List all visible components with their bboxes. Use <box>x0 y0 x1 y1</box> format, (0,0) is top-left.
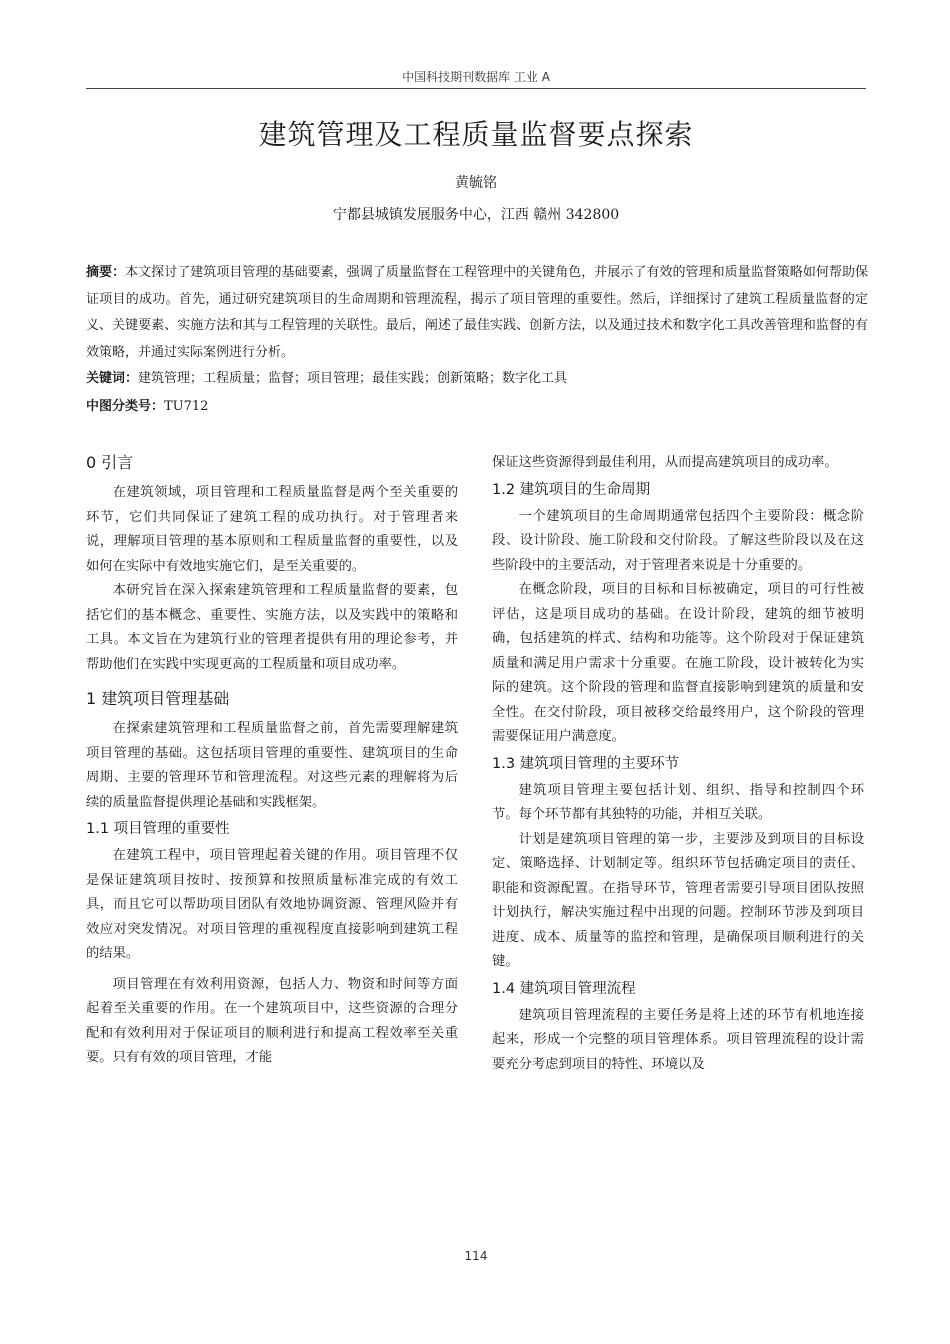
subsection-heading-1-1: 1.1 项目管理的重要性 <box>86 821 230 837</box>
subsection-heading-1-4: 1.4 建筑项目管理流程 <box>492 980 636 997</box>
page-number: 114 <box>464 1249 488 1263</box>
classification-text: TU712 <box>164 399 209 414</box>
paragraph: 在探索建筑管理和工程质量监督之前，首先需要理解建筑项目管理的基础。这包括项目管理的重要性、建筑项目的生命周期、主要的管理环节和管理流程。对这些元素的理解将为后续的质量监督提供理论基础和实践框架。 <box>86 721 458 810</box>
paragraph: 计划是建筑项目管理的第一步，主要涉及到项目的目标设定、策略选择、计划制定等。组织环节包括确定项目的责任、职能和资源配置。在指导环节，管理者需要引导项目团队按照计划执行，解决实施过程中出现的问题。控制环节涉及到项目进度、成本、质量等的监控和管理，是确保项目顺利进行的关键。 <box>492 831 864 969</box>
abstract <box>86 260 868 366</box>
keywords-text: 建筑管理；工程质量；监督；项目管理；最佳实践；创新策略；数字化工具 <box>138 371 568 386</box>
paragraph: 在建筑领域，项目管理和工程质量监督是两个至关重要的环节，它们共同保证了建筑工程的成功执行。对于管理者来说，理解项目管理的基本原则和工程质量监督的重要性，以及如何在实际中有效地实施它们，是至关重要的。 <box>86 485 458 574</box>
abstract-text: 本文探讨了建筑项目管理的基础要素，强调了质量监督在工程管理中的关键角色，并展示了有效的管理和质量监督策略如何帮助保证项目的成功。首先，通过研究建筑项目的生命周期和管理流程，揭示了项目管理的重要性。然后，详细探讨了建筑工程质量监督的定义、关键要素、实施方法和其与工程管理的关联性。最后，阐述了最佳实践、创新方法，以及通过技术和数字化工具改善管理和监督的有效策略，并通过实际案例进行分析。 <box>86 265 868 360</box>
paragraph: 建筑项目管理主要包括计划、组织、指导和控制四个环节。每个环节都有其独特的功能，并相互关联。 <box>492 782 864 822</box>
paragraph: 保证这些资源得到最佳利用，从而提高建筑项目的成功率。 <box>492 455 838 470</box>
paragraph: 在概念阶段，项目的目标和目标被确定，项目的可行性被评估，这是项目成功的基础。在设计阶段，建筑的细节被明确，包括建筑的样式、结构和功能等。这个阶段对于保证建筑质量和满足用户需求十分重要。在施工阶段，设计被转化为实际的建筑。这个阶段的管理和监督直接影响到建筑的质量和安全性。在交付阶段，项目被移交给最终用户，这个阶段的管理需要保证用户满意度。 <box>492 582 864 744</box>
paragraph: 建筑项目管理流程的主要任务是将上述的环节有机地连接起来，形成一个完整的项目管理体系。项目管理流程的设计需要充分考虑到项目的特性、环境以及 <box>492 1007 864 1072</box>
left-column <box>86 451 458 1071</box>
right-column <box>492 451 864 1077</box>
paragraph: 项目管理在有效利用资源，包括人力、物资和时间等方面起着至关重要的作用。在一个建筑项目中，这些资源的合理分配和有效利用对于保证项目的顺利进行和提高工程效率至关重要。只有有效的项目管理，才能 <box>86 976 458 1065</box>
author: 黄毓铭 <box>455 175 497 191</box>
classification-label: 中图分类号： <box>86 399 165 414</box>
journal-header: 中国科技期刊数据库 工业 A <box>402 70 550 84</box>
subsection-heading-1-3: 1.3 建筑项目管理的主要环节 <box>492 755 680 772</box>
subsection-heading-1-2: 1.2 建筑项目的生命周期 <box>492 481 651 498</box>
paragraph: 一个建筑项目的生命周期通常包括四个主要阶段：概念阶段、设计阶段、施工阶段和交付阶段。了解这些阶段以及在这些阶段中的主要活动，对于管理者来说是十分重要的。 <box>492 508 864 573</box>
section-heading-intro: 0 引言 <box>86 453 134 472</box>
keywords <box>86 367 868 386</box>
paper-title: 建筑管理及工程质量监督要点探索 <box>258 118 694 151</box>
paragraph: 本研究旨在深入探索建筑管理和工程质量监督的要素，包括它们的基本概念、重要性、实施方法，以及实践中的策略和工具。本文旨在为建筑行业的管理者提供有用的理论参考，并帮助他们在实践中实现更高的工程质量和项目成功率。 <box>86 583 458 672</box>
section-heading-1: 1 建筑项目管理基础 <box>86 689 230 708</box>
classification <box>86 395 868 414</box>
abstract-label: 摘要： <box>86 265 126 280</box>
affiliation: 宁都县城镇发展服务中心，江西 赣州 342800 <box>332 207 620 223</box>
paragraph: 在建筑工程中，项目管理起着关键的作用。项目管理不仅是保证建筑项目按时、按预算和按照质量标准完成的有效工具，而且它可以帮助项目团队有效地协调资源、管理风险并有效应对突发情况。对项目管理的重视程度直接影响到建筑工程的结果。 <box>86 848 458 961</box>
keywords-label: 关键词： <box>86 371 139 386</box>
header-rule <box>86 88 866 89</box>
